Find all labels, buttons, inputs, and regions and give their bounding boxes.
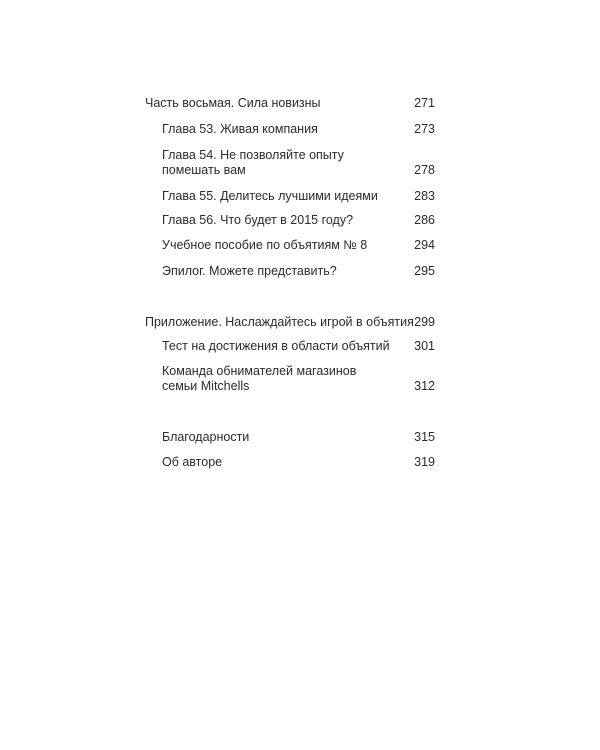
toc-entry-page: 312 (414, 379, 435, 393)
toc-entry-page: 273 (414, 122, 435, 136)
toc-entry-title: Глава 55. Делитесь лучшими идеями (162, 189, 378, 203)
toc-entry-title: Об авторе (162, 455, 223, 469)
toc-entry-page: 283 (414, 189, 435, 203)
table-of-contents (145, 0, 435, 750)
toc-entry-page: 295 (414, 264, 435, 278)
toc-entry-title: Глава 54. Не позволяйте опыту помешать вам (162, 148, 344, 177)
toc-entry-title: Команда обнимателей магазинов семьи Mitchells (162, 364, 357, 393)
toc-entry-title: Благодарности (162, 430, 250, 444)
toc-entry-title: Учебное пособие по объятиям № 8 (162, 238, 368, 252)
toc-entry-title: Эпилог. Можете представить? (162, 264, 337, 278)
toc-entry-title: Глава 56. Что будет в 2015 году? (162, 213, 354, 227)
toc-entry-page: 286 (414, 213, 435, 227)
toc-entry-page: 315 (414, 430, 435, 444)
toc-entry-title: Глава 53. Живая компания (162, 122, 318, 136)
toc-entry-page: 294 (414, 238, 435, 252)
toc-entry-page: 301 (414, 339, 435, 353)
toc-entry-page: 271 (414, 96, 435, 110)
toc-entry-page: 319 (414, 455, 435, 469)
toc-entry-page: 278 (414, 163, 435, 177)
toc-entry-page: 299 (414, 315, 435, 329)
toc-entry-title: Тест на достижения в области объятий (162, 339, 390, 353)
toc-entry-title: Приложение. Наслаждайтесь игрой в объятия (145, 315, 414, 329)
toc-entry-title: Часть восьмая. Сила новизны (145, 96, 321, 110)
